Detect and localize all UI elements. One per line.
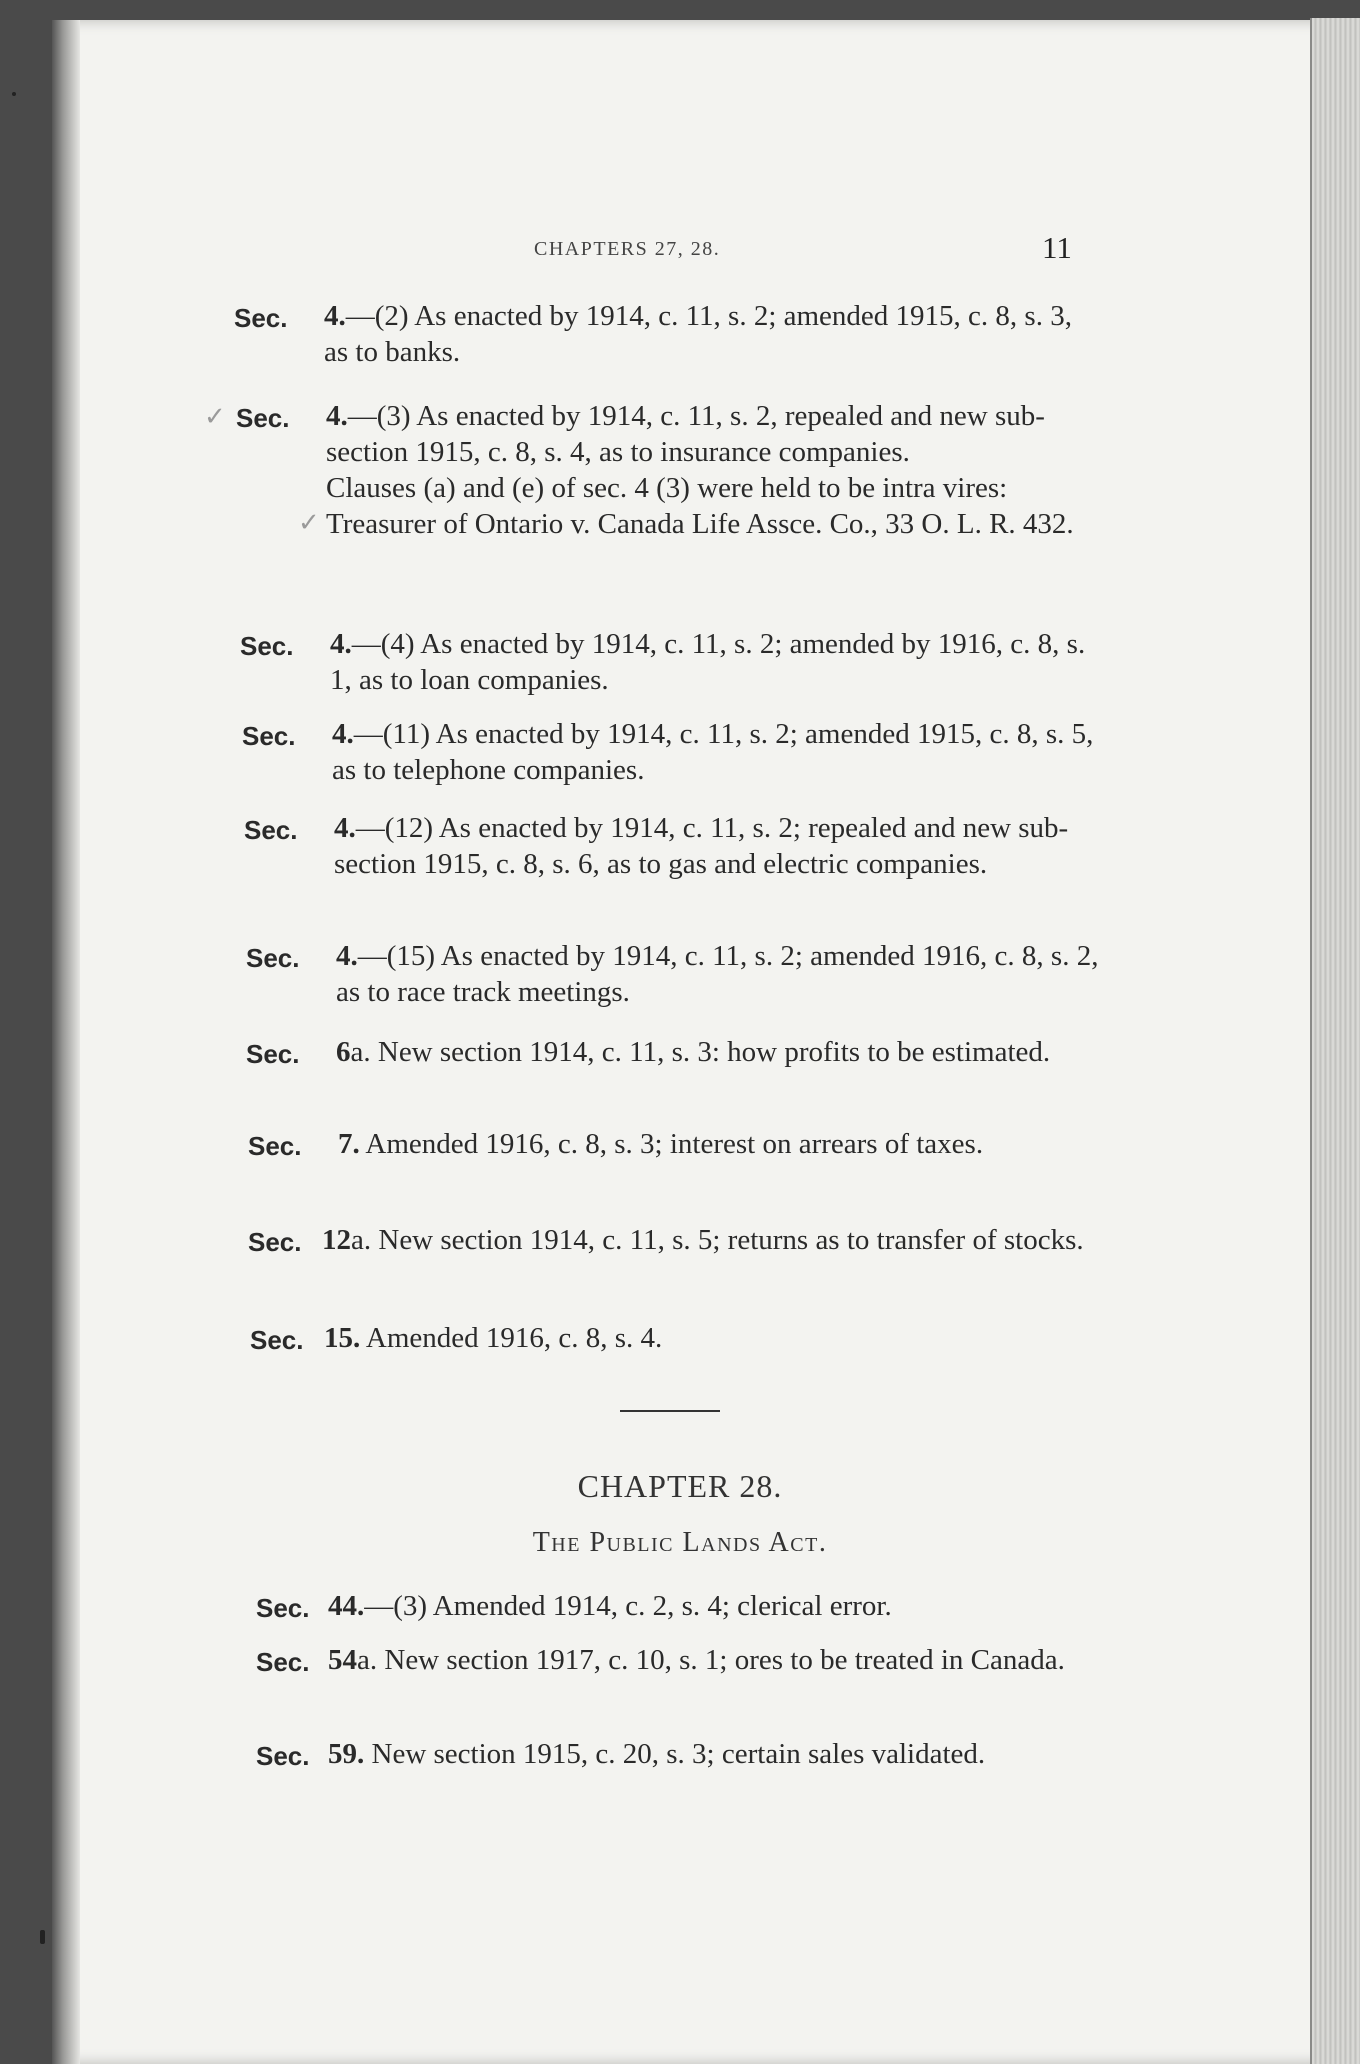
section-entry [246,1034,1106,1070]
section-number: 54 [328,1644,357,1676]
section-divider [620,1410,720,1412]
scan-speck [12,92,16,96]
section-entry [244,810,1104,882]
chapter-heading: CHAPTER 28. [577,1468,783,1504]
entry-body [332,716,1102,788]
section-number: 4. [334,812,356,844]
section-number: 4. [326,400,348,432]
section-entry [240,626,1100,698]
section-number: 4. [330,628,352,660]
section-entry [234,298,1094,370]
entry-body [338,1126,1108,1162]
entry-body [322,1222,1108,1258]
entry-body [324,1320,1110,1356]
section-number: 4. [336,940,358,972]
entry-text: —(3) As enacted by 1914, c. 11, s. 2, repealed and new sub-section 1915, c. 8, s. 4, as to insurance companies. [326,400,1045,468]
entry-text: —(3) Amended 1914, c. 2, s. 4; clerical error. [364,1590,892,1622]
entry-body [328,1642,1116,1678]
check-mark-icon: ✓ [204,402,226,432]
section-number: 44. [328,1590,365,1622]
section-number: 4. [324,300,346,332]
section-label: Sec. [234,303,288,333]
section-label: Sec. [256,1647,310,1677]
page-fore-edge [1310,18,1360,2064]
entry-body [328,1588,1116,1624]
section-number: 59. [328,1738,365,1770]
section-entry [256,1588,1116,1624]
entry-text: —(2) As enacted by 1914, c. 11, s. 2; amended 1915, c. 8, s. 3, as to banks. [324,300,1072,368]
entry-text: —(11) As enacted by 1914, c. 11, s. 2; amended 1915, c. 8, s. 5, as to telephone companies. [332,718,1094,786]
section-number: 6 [336,1036,351,1068]
entry-body [326,398,1096,542]
check-mark-icon: ✓ [298,508,320,538]
section-entry [256,1642,1116,1678]
entry-text: a. New section 1917, c. 10, s. 1; ores to be treated in Canada. [357,1644,1065,1676]
entry-text: Amended 1916, c. 8, s. 4. [360,1322,663,1354]
scan-speck [40,1930,45,1944]
entry-body [336,1034,1106,1070]
section-label: Sec. [248,1227,302,1257]
entry-text: a. New section 1914, c. 11, s. 3: how profits to be estimated. [350,1036,1051,1068]
section-label: Sec. [248,1131,302,1161]
entry-text: —(4) As enacted by 1914, c. 11, s. 2; amended by 1916, c. 8, s. 1, as to loan companies. [330,628,1086,696]
entry-body [334,810,1104,882]
entry-text: a. New section 1914, c. 11, s. 5; returns as to transfer of stocks. [351,1224,1084,1256]
entry-body [328,1736,1116,1772]
page-gutter [52,20,80,2064]
section-entry [236,398,1096,542]
running-head: CHAPTERS 27, 28. [534,238,721,260]
section-label: Sec. [244,815,298,845]
section-label: Sec. [256,1741,310,1771]
entry-text: —(15) As enacted by 1914, c. 11, s. 2; amended 1916, c. 8, s. 2, as to race track meetings. [336,940,1099,1008]
section-number: 7. [338,1128,360,1160]
section-entry [246,938,1106,1010]
entry-body [324,298,1094,370]
section-entry [250,1320,1110,1356]
section-entry [242,716,1102,788]
entry-body [330,626,1100,698]
entry-note: Clauses (a) and (e) of sec. 4 (3) were held to be intra vires: Treasurer of Ontario v. Canada Life Assce. Co., 33 O. L. R. 432. [326,472,1074,540]
section-label: Sec. [250,1325,304,1355]
section-label: Sec. [246,943,300,973]
page-number: 11 [1042,230,1072,265]
entry-body [336,938,1106,1010]
entry-text: New section 1915, c. 20, s. 3; certain sales validated. [364,1738,986,1770]
section-label: Sec. [246,1039,300,1069]
section-label: Sec. [240,631,294,661]
section-label: Sec. [242,721,296,751]
section-number: 15. [324,1322,361,1354]
section-label: Sec. [256,1593,310,1623]
section-entry [248,1222,1108,1258]
act-title: The Public Lands Act. [532,1527,828,1558]
entry-text: —(12) As enacted by 1914, c. 11, s. 2; repealed and new sub-section 1915, c. 8, s. 6, as to gas and electric companies. [334,812,1069,880]
section-entry [248,1126,1108,1162]
section-number: 4. [332,718,354,750]
section-entry [256,1736,1116,1772]
section-label: Sec. [236,403,290,433]
entry-text: Amended 1916, c. 8, s. 3; interest on arrears of taxes. [359,1128,984,1160]
section-number: 12 [322,1224,351,1256]
